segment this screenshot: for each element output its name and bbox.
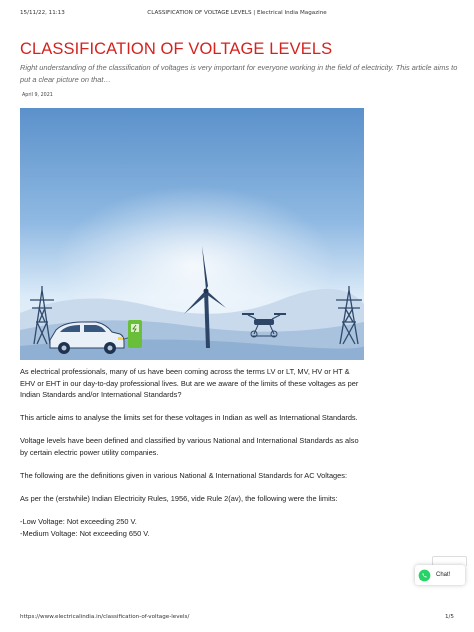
paragraph-5: As per the (erstwhile) Indian Electricity Rules, 1956, vide Rule 2(av), the following were the limits: <box>20 494 338 504</box>
print-timestamp: 15/11/22, 11:13 <box>20 10 65 16</box>
chat-label: Chat! <box>436 572 451 578</box>
article-subtitle: Right understanding of the classification of voltages is very important for everyone working in the field of electricity. This article aims to put a clear picture on that… <box>20 63 458 84</box>
print-document-title: CLASSIFICATION OF VOLTAGE LEVELS | Electrical India Magazine <box>147 10 327 16</box>
paragraph-1: As electrical professionals, many of us have been coming across the terms LV or LT, MV, HV or HT & EHV or EHT in our day-to-day professional lives. But are we aware of the limits of these voltages as per Indian Standards and/or International Standards? <box>20 367 359 400</box>
article-date: April 9, 2021 <box>22 93 53 98</box>
print-header <box>0 10 474 22</box>
limit-medium-voltage: -Medium Voltage: Not exceeding 650 V. <box>20 528 150 538</box>
paragraph-2: This article aims to analyse the limits set for these voltages in Indian as well as International Standards. <box>20 413 358 423</box>
article-body <box>20 366 366 539</box>
hero-image <box>20 108 364 360</box>
paragraph-3: Voltage levels have been defined and classified by various National and International Standards as also by certain electric power utility companies. <box>20 436 359 457</box>
whatsapp-icon <box>418 569 431 582</box>
paragraph-4: The following are the definitions given in various National & International Standards for AC Voltages: <box>20 471 348 481</box>
limit-low-voltage: -Low Voltage: Not exceeding 250 V. <box>20 517 137 527</box>
chat-button[interactable] <box>415 565 465 585</box>
hero-illustration <box>20 108 364 360</box>
article-title: CLASSIFICATION OF VOLTAGE LEVELS <box>20 40 333 58</box>
page-number: 1/5 <box>444 614 454 620</box>
print-url: https://www.electricalindia.in/classification-of-voltage-levels/ <box>20 614 190 620</box>
